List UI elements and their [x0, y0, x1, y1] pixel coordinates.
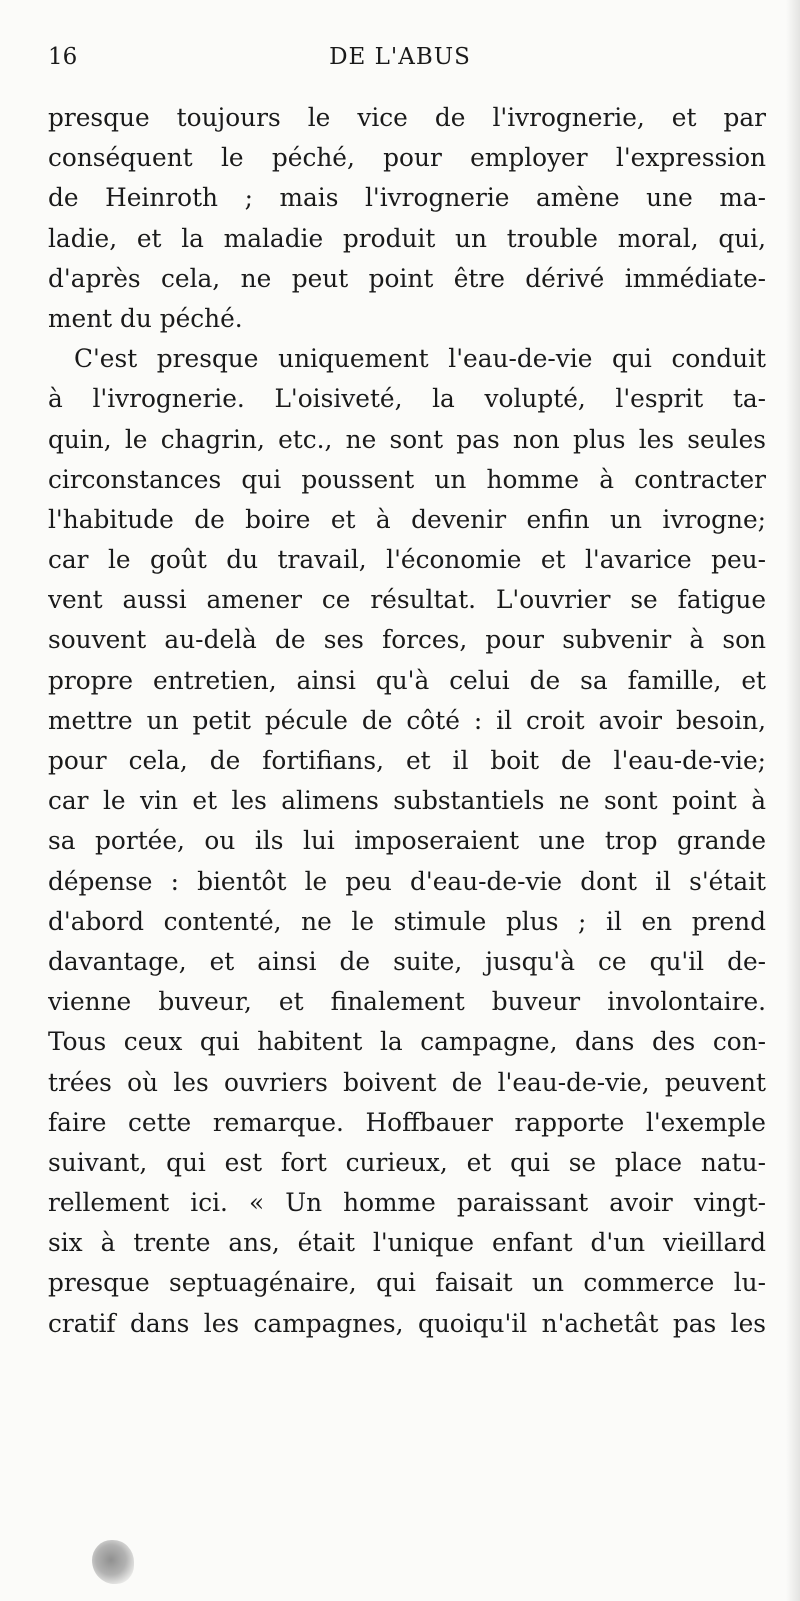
text-line: de Heinroth ; mais l'ivrognerie amène une ma-: [48, 183, 766, 213]
running-header: [48, 44, 752, 78]
text-line: l'habitude de boire et à devenir enfin un ivrogne;: [48, 504, 766, 534]
text-line: quin, le chagrin, etc., ne sont pas non plus les seules: [48, 424, 766, 454]
page-number: 16: [48, 44, 78, 70]
text-line: car le vin et les alimens substantiels ne sont point à: [48, 786, 766, 816]
text-line: presque septuagénaire, qui faisait un commerce lu-: [48, 1268, 766, 1298]
text-line: propre entretien, ainsi qu'à celui de sa famille, et: [48, 665, 766, 695]
text-line: rellement ici. « Un homme paraissant avoir vingt-: [48, 1188, 766, 1218]
text-line: ladie, et la maladie produit un trouble moral, qui,: [48, 223, 766, 253]
text-line: presque toujours le vice de l'ivrognerie, et par: [48, 103, 766, 132]
text-line: Tous ceux qui habitent la campagne, dans des con-: [48, 1027, 766, 1057]
text-line: d'après cela, ne peut point être dérivé immédiate-: [48, 263, 766, 293]
text-line: car le goût du travail, l'économie et l'avarice peu-: [48, 545, 766, 575]
text-line: trées où les ouvriers boivent de l'eau-de-vie, peuvent: [48, 1067, 766, 1097]
running-title: DE L'ABUS: [329, 44, 471, 70]
text-line: faire cette remarque. Hoffbauer rapporte l'exemple: [48, 1107, 766, 1137]
text-line: à l'ivrognerie. L'oisiveté, la volupté, l'esprit ta-: [48, 384, 766, 414]
text-line: six à trente ans, était l'unique enfant d'un vieillard: [48, 1228, 766, 1258]
text-line: circonstances qui poussent un homme à contracter: [48, 464, 766, 494]
text-line: C'est presque uniquement l'eau-de-vie qui conduit: [74, 344, 766, 374]
text-line: d'abord contenté, ne le stimule plus ; il en prend: [48, 906, 766, 936]
text-line: ment du péché.: [48, 303, 243, 333]
text-line: sa portée, ou ils lui imposeraient une trop grande: [48, 826, 766, 856]
text-line: davantage, et ainsi de suite, jusqu'à ce qu'il de-: [48, 946, 766, 976]
text-line: suivant, qui est fort curieux, et qui se place natu-: [48, 1147, 766, 1177]
text-line: mettre un petit pécule de côté : il croit avoir besoin,: [48, 705, 766, 735]
text-line: souvent au-delà de ses forces, pour subvenir à son: [48, 625, 766, 655]
ink-stain: [92, 1540, 134, 1584]
body-text: [48, 98, 766, 1344]
text-line: pour cela, de fortifians, et il boit de l'eau-de-vie;: [48, 746, 766, 775]
page-edge-shadow: [786, 0, 800, 1601]
text-line: vent aussi amener ce résultat. L'ouvrier se fatigue: [48, 585, 766, 615]
text-line: vienne buveur, et finalement buveur involontaire.: [48, 987, 766, 1017]
text-line: cratif dans les campagnes, quoiqu'il n'achetât pas les: [48, 1308, 766, 1338]
text-line: dépense : bientôt le peu d'eau-de-vie dont il s'était: [48, 866, 766, 896]
text-line: conséquent le péché, pour employer l'expression: [48, 143, 766, 173]
